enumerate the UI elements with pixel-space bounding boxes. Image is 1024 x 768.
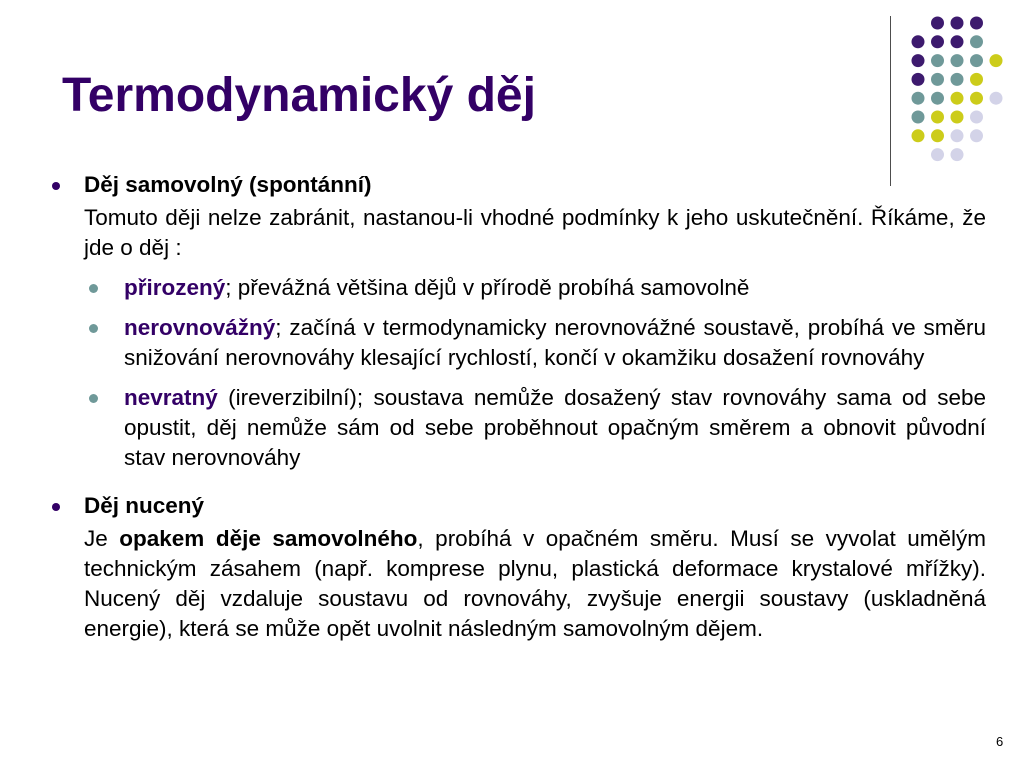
section-spontaneous [46, 170, 986, 263]
section-heading: Děj nucený [84, 493, 205, 518]
decorative-dot [912, 54, 925, 67]
decorative-dot [951, 111, 964, 124]
decorative-dot [990, 92, 1003, 105]
paragraph-text-after: , probíhá v opačném směru. Musí se vyvolat umělým technickým zásahem (např. komprese plynu, plastická deformace krystalové mřížky). Nucený děj vzdaluje soustavu od rovnováhy, zvyšuje energii soustavy (uskladněná energie), která se může opět uvolnit následným samovolným dějem. [84, 526, 986, 641]
decorative-dot [912, 92, 925, 105]
item-term: nevratný [124, 385, 218, 410]
decorative-dot [951, 129, 964, 142]
decorative-dot [912, 129, 925, 142]
list-item [46, 273, 986, 303]
list-item [46, 383, 986, 473]
decorative-dot [931, 129, 944, 142]
decorative-dot [970, 129, 983, 142]
sub-bullet-icon [89, 284, 98, 293]
item-text: ; převážná většina dějů v přírodě probíhá samovolně [225, 275, 750, 300]
decorative-dot [931, 73, 944, 86]
sub-bullet-icon [89, 324, 98, 333]
decorative-dot [951, 35, 964, 48]
decorative-dot [990, 54, 1003, 67]
sub-bullet-icon [89, 394, 98, 403]
item-text: ; začíná v termodynamicky nerovnovážné soustavě, probíhá ve směru snižování nerovnováhy klesající rychlostí, končí v okamžiku dosažení rovnováhy [124, 315, 986, 370]
decorative-dot [970, 17, 983, 30]
decorative-dot [951, 54, 964, 67]
decorative-dot [931, 17, 944, 30]
decorative-dot [970, 54, 983, 67]
page-number: 6 [996, 734, 1004, 749]
section-paragraph: Tomuto ději nelze zabránit, nastanou-li vhodné podmínky k jeho uskutečnění. Říkáme, že jde o děj : [84, 205, 986, 260]
slide-body [46, 170, 986, 644]
item-term: přirozený [124, 275, 226, 300]
decorative-dot [951, 73, 964, 86]
decorative-dot [970, 73, 983, 86]
section-heading: Děj samovolný (spontánní) [84, 172, 372, 197]
decorative-dot [912, 73, 925, 86]
item-term: nerovnovážný [124, 315, 276, 340]
bullet-icon [52, 503, 60, 511]
decorative-dot [931, 148, 944, 161]
decorative-dot [970, 35, 983, 48]
decorative-dot [951, 17, 964, 30]
decorative-dot [931, 111, 944, 124]
decorative-dot [970, 92, 983, 105]
list-item [46, 313, 986, 373]
decorative-divider-line [890, 16, 891, 186]
paragraph-bold-text: opakem děje samovolného [119, 526, 418, 551]
decorative-dot [931, 35, 944, 48]
decorative-dot [951, 148, 964, 161]
decorative-dot [912, 111, 925, 124]
decorative-dot [912, 35, 925, 48]
decorative-dot [951, 92, 964, 105]
section-forced [46, 491, 986, 644]
paragraph-text-before: Je [84, 526, 120, 551]
decorative-dot [931, 54, 944, 67]
bullet-icon [52, 182, 60, 190]
section-paragraph [84, 524, 986, 644]
item-text: (ireverzibilní); soustava nemůže dosažený stav rovnováhy sama od sebe opustit, děj nemůže sám od sebe proběhnout opačným směrem a obnovit původní stav nerovnováhy [124, 385, 986, 470]
slide-title: Termodynamický děj [62, 69, 536, 122]
decorative-dot [931, 92, 944, 105]
decorative-dot [970, 111, 983, 124]
